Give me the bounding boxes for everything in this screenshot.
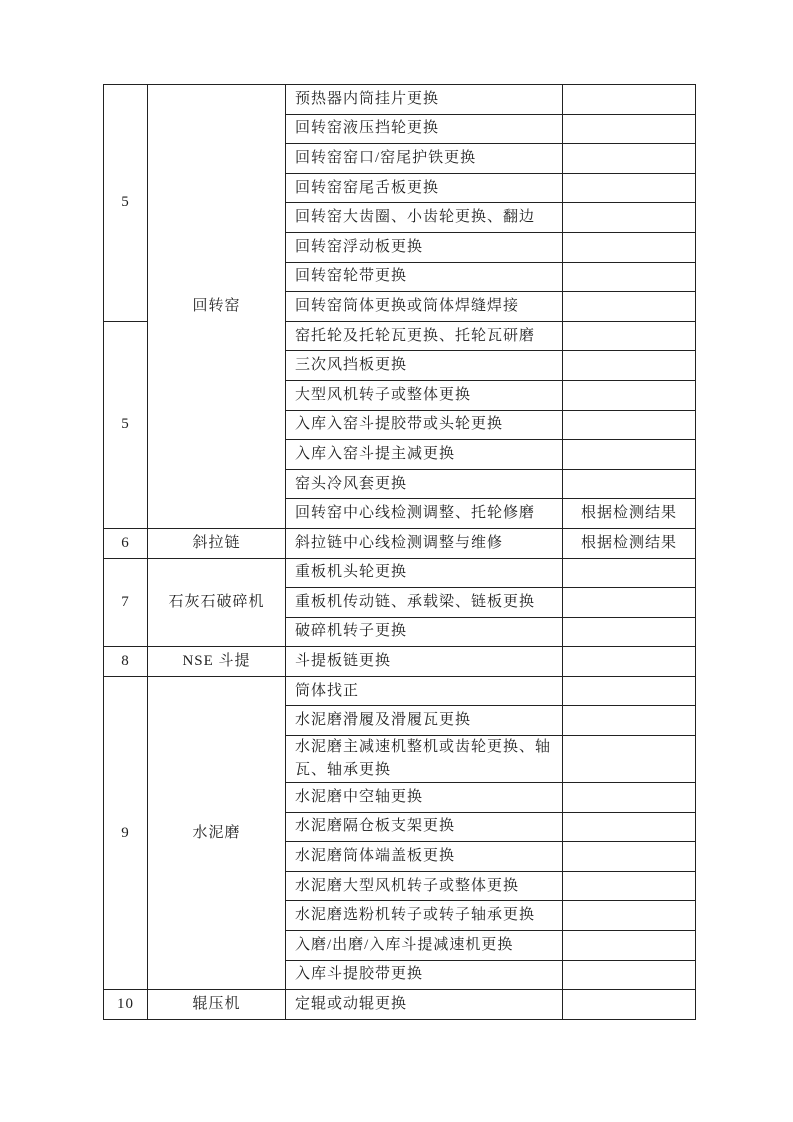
maintenance-item: 水泥磨选粉机转子或转子轴承更换 xyxy=(286,901,563,931)
note-cell xyxy=(563,706,696,736)
note-cell xyxy=(563,262,696,292)
maintenance-item: 水泥磨大型风机转子或整体更换 xyxy=(286,871,563,901)
note-cell xyxy=(563,990,696,1020)
equipment-name: 水泥磨 xyxy=(148,676,286,989)
table-row xyxy=(104,85,696,115)
equipment-name: 辊压机 xyxy=(148,990,286,1020)
maintenance-table-body xyxy=(104,85,696,1020)
maintenance-item: 大型风机转子或整体更换 xyxy=(286,380,563,410)
note-cell xyxy=(563,588,696,618)
note-cell xyxy=(563,410,696,440)
maintenance-item: 回转窑窑尾舌板更换 xyxy=(286,173,563,203)
note-cell xyxy=(563,173,696,203)
maintenance-item: 破碎机转子更换 xyxy=(286,617,563,647)
maintenance-item: 回转窑中心线检测调整、托轮修磨 xyxy=(286,499,563,529)
note-cell xyxy=(563,469,696,499)
maintenance-item: 斜拉链中心线检测调整与维修 xyxy=(286,528,563,558)
maintenance-item: 窑头冷风套更换 xyxy=(286,469,563,499)
section-number: 8 xyxy=(104,647,148,677)
maintenance-item: 窑托轮及托轮瓦更换、托轮瓦研磨 xyxy=(286,321,563,351)
table-row xyxy=(104,558,696,588)
note-cell xyxy=(563,144,696,174)
maintenance-table xyxy=(103,84,696,1020)
note-cell xyxy=(563,351,696,381)
maintenance-item: 筒体找正 xyxy=(286,676,563,706)
table-row xyxy=(104,676,696,706)
maintenance-item: 回转窑液压挡轮更换 xyxy=(286,114,563,144)
note-cell: 根据检测结果 xyxy=(563,528,696,558)
maintenance-item: 斗提板链更换 xyxy=(286,647,563,677)
note-cell xyxy=(563,871,696,901)
maintenance-item: 水泥磨主减速机整机或齿轮更换、轴瓦、轴承更换 xyxy=(286,736,563,783)
maintenance-item: 重板机传动链、承载梁、链板更换 xyxy=(286,588,563,618)
table-row xyxy=(104,990,696,1020)
note-cell xyxy=(563,321,696,351)
section-number: 9 xyxy=(104,676,148,989)
note-cell xyxy=(563,842,696,872)
equipment-name: 回转窑 xyxy=(148,85,286,529)
note-cell xyxy=(563,647,696,677)
maintenance-item: 水泥磨筒体端盖板更换 xyxy=(286,842,563,872)
equipment-name: 斜拉链 xyxy=(148,528,286,558)
maintenance-item: 入库入窑斗提主减更换 xyxy=(286,440,563,470)
section-number: 10 xyxy=(104,990,148,1020)
section-number: 5 xyxy=(104,321,148,528)
note-cell xyxy=(563,931,696,961)
maintenance-item: 入库入窑斗提胶带或头轮更换 xyxy=(286,410,563,440)
section-number: 5 xyxy=(104,85,148,322)
maintenance-item: 入磨/出磨/入库斗提减速机更换 xyxy=(286,931,563,961)
note-cell xyxy=(563,812,696,842)
note-cell xyxy=(563,901,696,931)
note-cell xyxy=(563,114,696,144)
maintenance-item: 回转窑浮动板更换 xyxy=(286,232,563,262)
note-cell xyxy=(563,783,696,813)
note-cell xyxy=(563,440,696,470)
note-cell: 根据检测结果 xyxy=(563,499,696,529)
maintenance-item: 水泥磨中空轴更换 xyxy=(286,783,563,813)
note-cell xyxy=(563,85,696,115)
note-cell xyxy=(563,676,696,706)
maintenance-item: 入库斗提胶带更换 xyxy=(286,960,563,990)
section-number: 6 xyxy=(104,528,148,558)
note-cell xyxy=(563,292,696,322)
table-row xyxy=(104,647,696,677)
equipment-name: 石灰石破碎机 xyxy=(148,558,286,647)
note-cell xyxy=(563,232,696,262)
maintenance-item: 回转窑窑口/窑尾护铁更换 xyxy=(286,144,563,174)
maintenance-item: 水泥磨滑履及滑履瓦更换 xyxy=(286,706,563,736)
maintenance-item: 回转窑筒体更换或筒体焊缝焊接 xyxy=(286,292,563,322)
note-cell xyxy=(563,960,696,990)
maintenance-item: 回转窑轮带更换 xyxy=(286,262,563,292)
maintenance-item: 回转窑大齿圈、小齿轮更换、翻边 xyxy=(286,203,563,233)
note-cell xyxy=(563,736,696,783)
maintenance-item: 重板机头轮更换 xyxy=(286,558,563,588)
note-cell xyxy=(563,617,696,647)
note-cell xyxy=(563,380,696,410)
maintenance-item: 三次风挡板更换 xyxy=(286,351,563,381)
section-number: 7 xyxy=(104,558,148,647)
maintenance-item: 水泥磨隔仓板支架更换 xyxy=(286,812,563,842)
note-cell xyxy=(563,203,696,233)
note-cell xyxy=(563,558,696,588)
maintenance-item: 预热器内筒挂片更换 xyxy=(286,85,563,115)
equipment-name: NSE 斗提 xyxy=(148,647,286,677)
maintenance-item: 定辊或动辊更换 xyxy=(286,990,563,1020)
table-row xyxy=(104,528,696,558)
